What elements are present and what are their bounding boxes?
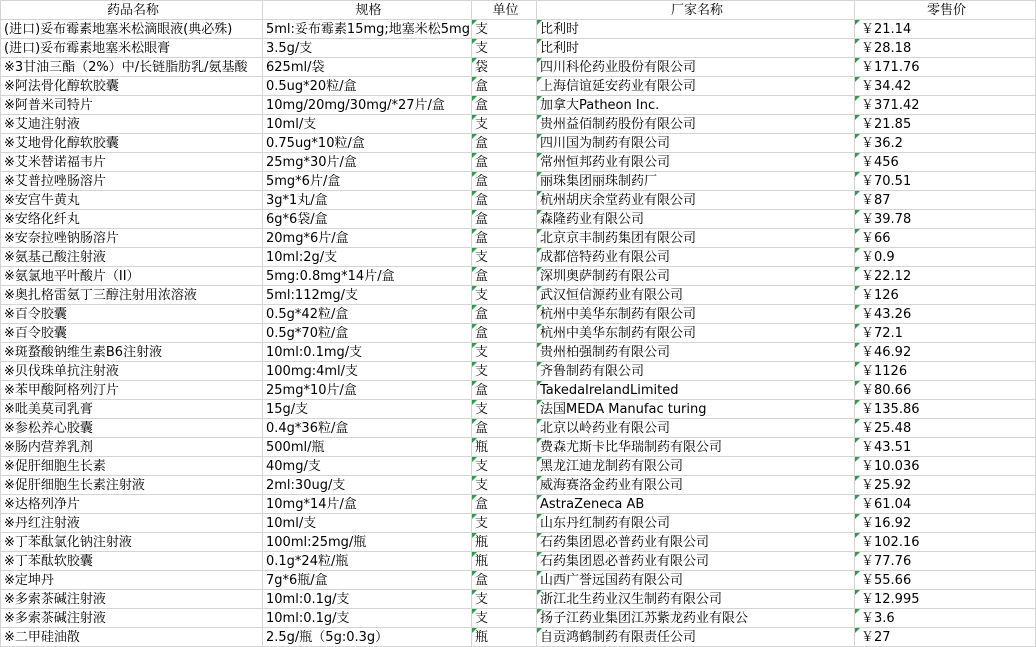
cell-drug-name[interactable]: ※安宫牛黄丸 (1, 191, 263, 210)
cell-spec[interactable]: 10ml:0.1g/支 (263, 590, 472, 609)
header-manufacturer[interactable]: 厂家名称 (537, 1, 855, 20)
cell-unit[interactable]: 瓶 (472, 628, 537, 647)
table-row (1, 514, 1036, 533)
cell-retail-price[interactable]: ￥36.2 (855, 134, 1036, 153)
table-row (1, 362, 1036, 381)
cell-retail-price[interactable]: ￥171.76 (855, 58, 1036, 77)
cell-drug-name[interactable]: ※二甲硅油散 (1, 628, 263, 647)
cell-unit[interactable]: 瓶 (472, 438, 537, 457)
cell-drug-name[interactable]: ※氨基己酸注射液 (1, 248, 263, 267)
cell-unit[interactable]: 瓶 (472, 552, 537, 571)
cell-spec[interactable]: 0.1g*24粒/瓶 (263, 552, 472, 571)
cell-spec[interactable]: 10ml:0.1mg/支 (263, 343, 472, 362)
header-row (1, 1, 1036, 20)
table-row (1, 286, 1036, 305)
cell-unit[interactable]: 袋 (472, 58, 537, 77)
cell-unit[interactable]: 盒 (472, 495, 537, 514)
cell-drug-name[interactable]: ※艾迪注射液 (1, 115, 263, 134)
cell-retail-price[interactable]: ￥21.14 (855, 20, 1036, 39)
cell-drug-name[interactable]: ※百令胶囊 (1, 305, 263, 324)
cell-drug-name[interactable]: ※艾米替诺福韦片 (1, 153, 263, 172)
cell-manufacturer[interactable]: 武汉恒信源药业有限公司 (537, 286, 855, 305)
cell-retail-price[interactable]: ￥27 (855, 628, 1036, 647)
cell-manufacturer[interactable]: 扬子江药业集团江苏紫龙药业有限公 (537, 609, 855, 628)
cell-drug-name[interactable]: ※安络化纤丸 (1, 210, 263, 229)
cell-spec[interactable]: 10ml:0.1g/支 (263, 609, 472, 628)
cell-drug-name[interactable]: ※艾地骨化醇软胶囊 (1, 134, 263, 153)
cell-unit[interactable]: 盒 (472, 210, 537, 229)
cell-unit[interactable]: 支 (472, 343, 537, 362)
cell-unit[interactable]: 支 (472, 514, 537, 533)
cell-unit[interactable]: 瓶 (472, 533, 537, 552)
table-row (1, 495, 1036, 514)
cell-retail-price[interactable]: ￥87 (855, 191, 1036, 210)
cell-unit[interactable]: 支 (472, 590, 537, 609)
cell-manufacturer[interactable]: 浙江北生药业汉生制药有限公司 (537, 590, 855, 609)
table-row (1, 58, 1036, 77)
cell-retail-price[interactable]: ￥21.85 (855, 115, 1036, 134)
cell-retail-price[interactable]: ￥10.036 (855, 457, 1036, 476)
cell-spec[interactable]: 10mg/20mg/30mg/*27片/盒 (263, 96, 472, 115)
cell-spec[interactable]: 25mg*30片/盒 (263, 153, 472, 172)
table-body (1, 20, 1036, 647)
cell-manufacturer[interactable]: 常州恒邦药业有限公司 (537, 153, 855, 172)
cell-unit[interactable]: 盒 (472, 191, 537, 210)
table-row (1, 115, 1036, 134)
cell-manufacturer[interactable]: 北京京丰制药集团有限公司 (537, 229, 855, 248)
cell-manufacturer[interactable]: 贵州益佰制药股份有限公司 (537, 115, 855, 134)
cell-drug-name[interactable]: ※多索茶碱注射液 (1, 590, 263, 609)
cell-retail-price[interactable]: ￥72.1 (855, 324, 1036, 343)
cell-retail-price[interactable]: ￥39.78 (855, 210, 1036, 229)
table-row (1, 552, 1036, 571)
cell-spec[interactable]: 40mg/支 (263, 457, 472, 476)
cell-manufacturer[interactable]: 加拿大Patheon Inc. (537, 96, 855, 115)
cell-manufacturer[interactable]: 杭州中美华东制药有限公司 (537, 324, 855, 343)
cell-manufacturer[interactable]: 山西广誉远国药有限公司 (537, 571, 855, 590)
table-row (1, 96, 1036, 115)
header-retail-price[interactable]: 零售价 (855, 1, 1036, 20)
cell-retail-price[interactable]: ￥43.51 (855, 438, 1036, 457)
cell-retail-price[interactable]: ￥135.86 (855, 400, 1036, 419)
cell-drug-name[interactable]: (进口)妥布霉素地塞米松眼膏 (1, 39, 263, 58)
table-row (1, 419, 1036, 438)
cell-spec[interactable]: 10mg*14片/盒 (263, 495, 472, 514)
cell-drug-name[interactable]: ※定坤丹 (1, 571, 263, 590)
table-row (1, 609, 1036, 628)
cell-retail-price[interactable]: ￥46.92 (855, 343, 1036, 362)
cell-drug-name[interactable]: ※苯甲酸阿格列汀片 (1, 381, 263, 400)
cell-manufacturer[interactable]: 上海信谊延安药业有限公司 (537, 77, 855, 96)
table-row (1, 305, 1036, 324)
table-row (1, 476, 1036, 495)
cell-drug-name[interactable]: ※达格列净片 (1, 495, 263, 514)
cell-unit[interactable]: 支 (472, 39, 537, 58)
cell-spec[interactable]: 5mg:0.8mg*14片/盒 (263, 267, 472, 286)
header-spec[interactable]: 规格 (263, 1, 472, 20)
cell-spec[interactable]: 3g*1丸/盒 (263, 191, 472, 210)
cell-drug-name[interactable]: ※丹红注射液 (1, 514, 263, 533)
cell-spec[interactable]: 100ml:25mg/瓶 (263, 533, 472, 552)
cell-manufacturer[interactable]: 森隆药业有限公司 (537, 210, 855, 229)
cell-spec[interactable]: 6g*6袋/盒 (263, 210, 472, 229)
cell-spec[interactable]: 3.5g/支 (263, 39, 472, 58)
cell-retail-price[interactable]: ￥22.12 (855, 267, 1036, 286)
cell-manufacturer[interactable]: 费森尤斯卡比华瑞制药有限公司 (537, 438, 855, 457)
cell-unit[interactable]: 盒 (472, 134, 537, 153)
cell-unit[interactable]: 盒 (472, 172, 537, 191)
cell-unit[interactable]: 盒 (472, 305, 537, 324)
cell-spec[interactable]: 0.75ug*10粒/盒 (263, 134, 472, 153)
cell-manufacturer[interactable]: 深圳奥萨制药有限公司 (537, 267, 855, 286)
cell-manufacturer[interactable]: 北京以岭药业有限公司 (537, 419, 855, 438)
table-row (1, 210, 1036, 229)
cell-spec[interactable]: 10ml:2g/支 (263, 248, 472, 267)
cell-drug-name[interactable]: ※贝伐珠单抗注射液 (1, 362, 263, 381)
table-row (1, 343, 1036, 362)
cell-manufacturer[interactable]: AstraZeneca AB (537, 495, 855, 514)
cell-drug-name[interactable]: ※斑蝥酸钠维生素B6注射液 (1, 343, 263, 362)
table-row (1, 191, 1036, 210)
cell-manufacturer[interactable]: 自贡鸿鹤制药有限责任公司 (537, 628, 855, 647)
cell-spec[interactable]: 20mg*6片/盒 (263, 229, 472, 248)
cell-drug-name[interactable]: ※丁苯酞软胶囊 (1, 552, 263, 571)
table-row (1, 267, 1036, 286)
cell-spec[interactable]: 625ml/袋 (263, 58, 472, 77)
cell-manufacturer[interactable]: 比利时 (537, 39, 855, 58)
cell-drug-name[interactable]: ※肠内营养乳剂 (1, 438, 263, 457)
cell-retail-price[interactable]: ￥70.51 (855, 172, 1036, 191)
cell-spec[interactable]: 25mg*10片/盒 (263, 381, 472, 400)
cell-retail-price[interactable]: ￥80.66 (855, 381, 1036, 400)
cell-manufacturer[interactable]: 杭州中美华东制药有限公司 (537, 305, 855, 324)
cell-unit[interactable]: 支 (472, 400, 537, 419)
cell-manufacturer[interactable]: 杭州胡庆余堂药业有限公司 (537, 191, 855, 210)
table-row (1, 134, 1036, 153)
cell-retail-price[interactable]: ￥25.92 (855, 476, 1036, 495)
cell-manufacturer[interactable]: 石药集团恩必普药业有限公司 (537, 533, 855, 552)
cell-drug-name[interactable]: ※百令胶囊 (1, 324, 263, 343)
cell-retail-price[interactable]: ￥34.42 (855, 77, 1036, 96)
cell-drug-name[interactable]: ※3甘油三酯（2%）中/长链脂肪乳/氨基酸 (1, 58, 263, 77)
cell-manufacturer[interactable]: 黑龙江迪龙制药有限公司 (537, 457, 855, 476)
cell-drug-name[interactable]: ※促肝细胞生长素注射液 (1, 476, 263, 495)
table-row (1, 457, 1036, 476)
table-row (1, 77, 1036, 96)
cell-manufacturer[interactable]: 四川科伦药业股份有限公司 (537, 58, 855, 77)
header-unit[interactable]: 单位 (472, 1, 537, 20)
cell-spec[interactable]: 2.5g/瓶（5g:0.3g） (263, 628, 472, 647)
cell-unit[interactable]: 支 (472, 248, 537, 267)
cell-drug-name[interactable]: ※促肝细胞生长素 (1, 457, 263, 476)
cell-unit[interactable]: 支 (472, 286, 537, 305)
table-row (1, 153, 1036, 172)
cell-retail-price[interactable]: ￥28.18 (855, 39, 1036, 58)
cell-unit[interactable]: 盒 (472, 381, 537, 400)
cell-spec[interactable]: 0.4g*36粒/盒 (263, 419, 472, 438)
cell-manufacturer[interactable]: 丽珠集团丽珠制药厂 (537, 172, 855, 191)
cell-manufacturer[interactable]: 四川国为制药有限公司 (537, 134, 855, 153)
cell-manufacturer[interactable]: 齐鲁制药有限公司 (537, 362, 855, 381)
cell-spec[interactable]: 0.5g*42粒/盒 (263, 305, 472, 324)
cell-unit[interactable]: 盒 (472, 77, 537, 96)
cell-unit[interactable]: 盒 (472, 571, 537, 590)
table-row (1, 324, 1036, 343)
cell-manufacturer[interactable]: 山东丹红制药有限公司 (537, 514, 855, 533)
cell-spec[interactable]: 500ml/瓶 (263, 438, 472, 457)
cell-retail-price[interactable]: ￥102.16 (855, 533, 1036, 552)
cell-retail-price[interactable]: ￥371.42 (855, 96, 1036, 115)
cell-retail-price[interactable]: ￥55.66 (855, 571, 1036, 590)
cell-drug-name[interactable]: ※丁苯酞氯化钠注射液 (1, 533, 263, 552)
cell-manufacturer[interactable]: 成都倍特药业有限公司 (537, 248, 855, 267)
cell-drug-name[interactable]: ※阿法骨化醇软胶囊 (1, 77, 263, 96)
cell-spec[interactable]: 5mg*6片/盒 (263, 172, 472, 191)
table-row (1, 628, 1036, 647)
cell-spec[interactable]: 5ml:妥布霉素15mg;地塞米松5mg (263, 20, 472, 39)
cell-spec[interactable]: 5ml:112mg/支 (263, 286, 472, 305)
cell-drug-name[interactable]: (进口)妥布霉素地塞米松滴眼液(典必殊) (1, 20, 263, 39)
cell-retail-price[interactable]: ￥66 (855, 229, 1036, 248)
cell-spec[interactable]: 2ml:30ug/支 (263, 476, 472, 495)
cell-spec[interactable]: 15g/支 (263, 400, 472, 419)
cell-retail-price[interactable]: ￥1126 (855, 362, 1036, 381)
cell-drug-name[interactable]: ※艾普拉唑肠溶片 (1, 172, 263, 191)
cell-manufacturer[interactable]: 威海赛洛金药业有限公司 (537, 476, 855, 495)
cell-drug-name[interactable]: ※参松养心胶囊 (1, 419, 263, 438)
cell-unit[interactable]: 支 (472, 457, 537, 476)
cell-manufacturer[interactable]: 石药集团恩必普药业有限公司 (537, 552, 855, 571)
cell-spec[interactable]: 7g*6瓶/盒 (263, 571, 472, 590)
cell-unit[interactable]: 支 (472, 609, 537, 628)
cell-spec[interactable]: 0.5ug*20粒/盒 (263, 77, 472, 96)
cell-spec[interactable]: 10ml/支 (263, 115, 472, 134)
cell-retail-price[interactable]: ￥3.6 (855, 609, 1036, 628)
cell-unit[interactable]: 支 (472, 20, 537, 39)
cell-drug-name[interactable]: ※吡美莫司乳膏 (1, 400, 263, 419)
cell-retail-price[interactable]: ￥43.26 (855, 305, 1036, 324)
table-row (1, 248, 1036, 267)
table-row (1, 533, 1036, 552)
cell-drug-name[interactable]: ※多索茶碱注射液 (1, 609, 263, 628)
table-row (1, 438, 1036, 457)
cell-unit[interactable]: 支 (472, 115, 537, 134)
cell-retail-price[interactable]: ￥16.92 (855, 514, 1036, 533)
cell-unit[interactable]: 支 (472, 476, 537, 495)
cell-drug-name[interactable]: ※奥扎格雷氨丁三醇注射用浓溶液 (1, 286, 263, 305)
cell-spec[interactable]: 0.5g*70粒/盒 (263, 324, 472, 343)
cell-unit[interactable]: 盒 (472, 267, 537, 286)
cell-drug-name[interactable]: ※安奈拉唑钠肠溶片 (1, 229, 263, 248)
cell-retail-price[interactable]: ￥12.995 (855, 590, 1036, 609)
cell-unit[interactable]: 盒 (472, 419, 537, 438)
cell-unit[interactable]: 盒 (472, 153, 537, 172)
cell-manufacturer[interactable]: 法国MEDA Manufac turing (537, 400, 855, 419)
table-row (1, 172, 1036, 191)
cell-manufacturer[interactable]: 比利时 (537, 20, 855, 39)
table-row (1, 229, 1036, 248)
table-row (1, 400, 1036, 419)
table-row (1, 590, 1036, 609)
cell-spec[interactable]: 10ml/支 (263, 514, 472, 533)
cell-unit[interactable]: 支 (472, 362, 537, 381)
cell-drug-name[interactable]: ※氨氯地平叶酸片（II） (1, 267, 263, 286)
cell-retail-price[interactable]: ￥456 (855, 153, 1036, 172)
header-drug-name[interactable]: 药品名称 (1, 1, 263, 20)
cell-retail-price[interactable]: ￥77.76 (855, 552, 1036, 571)
table-row (1, 381, 1036, 400)
cell-retail-price[interactable]: ￥61.04 (855, 495, 1036, 514)
cell-retail-price[interactable]: ￥25.48 (855, 419, 1036, 438)
cell-drug-name[interactable]: ※阿普米司特片 (1, 96, 263, 115)
cell-spec[interactable]: 100mg:4ml/支 (263, 362, 472, 381)
cell-manufacturer[interactable]: 贵州柏强制药有限公司 (537, 343, 855, 362)
cell-retail-price[interactable]: ￥126 (855, 286, 1036, 305)
cell-unit[interactable]: 盒 (472, 324, 537, 343)
table-row (1, 571, 1036, 590)
table-row (1, 39, 1036, 58)
cell-unit[interactable]: 盒 (472, 229, 537, 248)
table-row (1, 20, 1036, 39)
cell-retail-price[interactable]: ￥0.9 (855, 248, 1036, 267)
cell-manufacturer[interactable]: TakedaIrelandLimited (537, 381, 855, 400)
cell-unit[interactable]: 盒 (472, 96, 537, 115)
